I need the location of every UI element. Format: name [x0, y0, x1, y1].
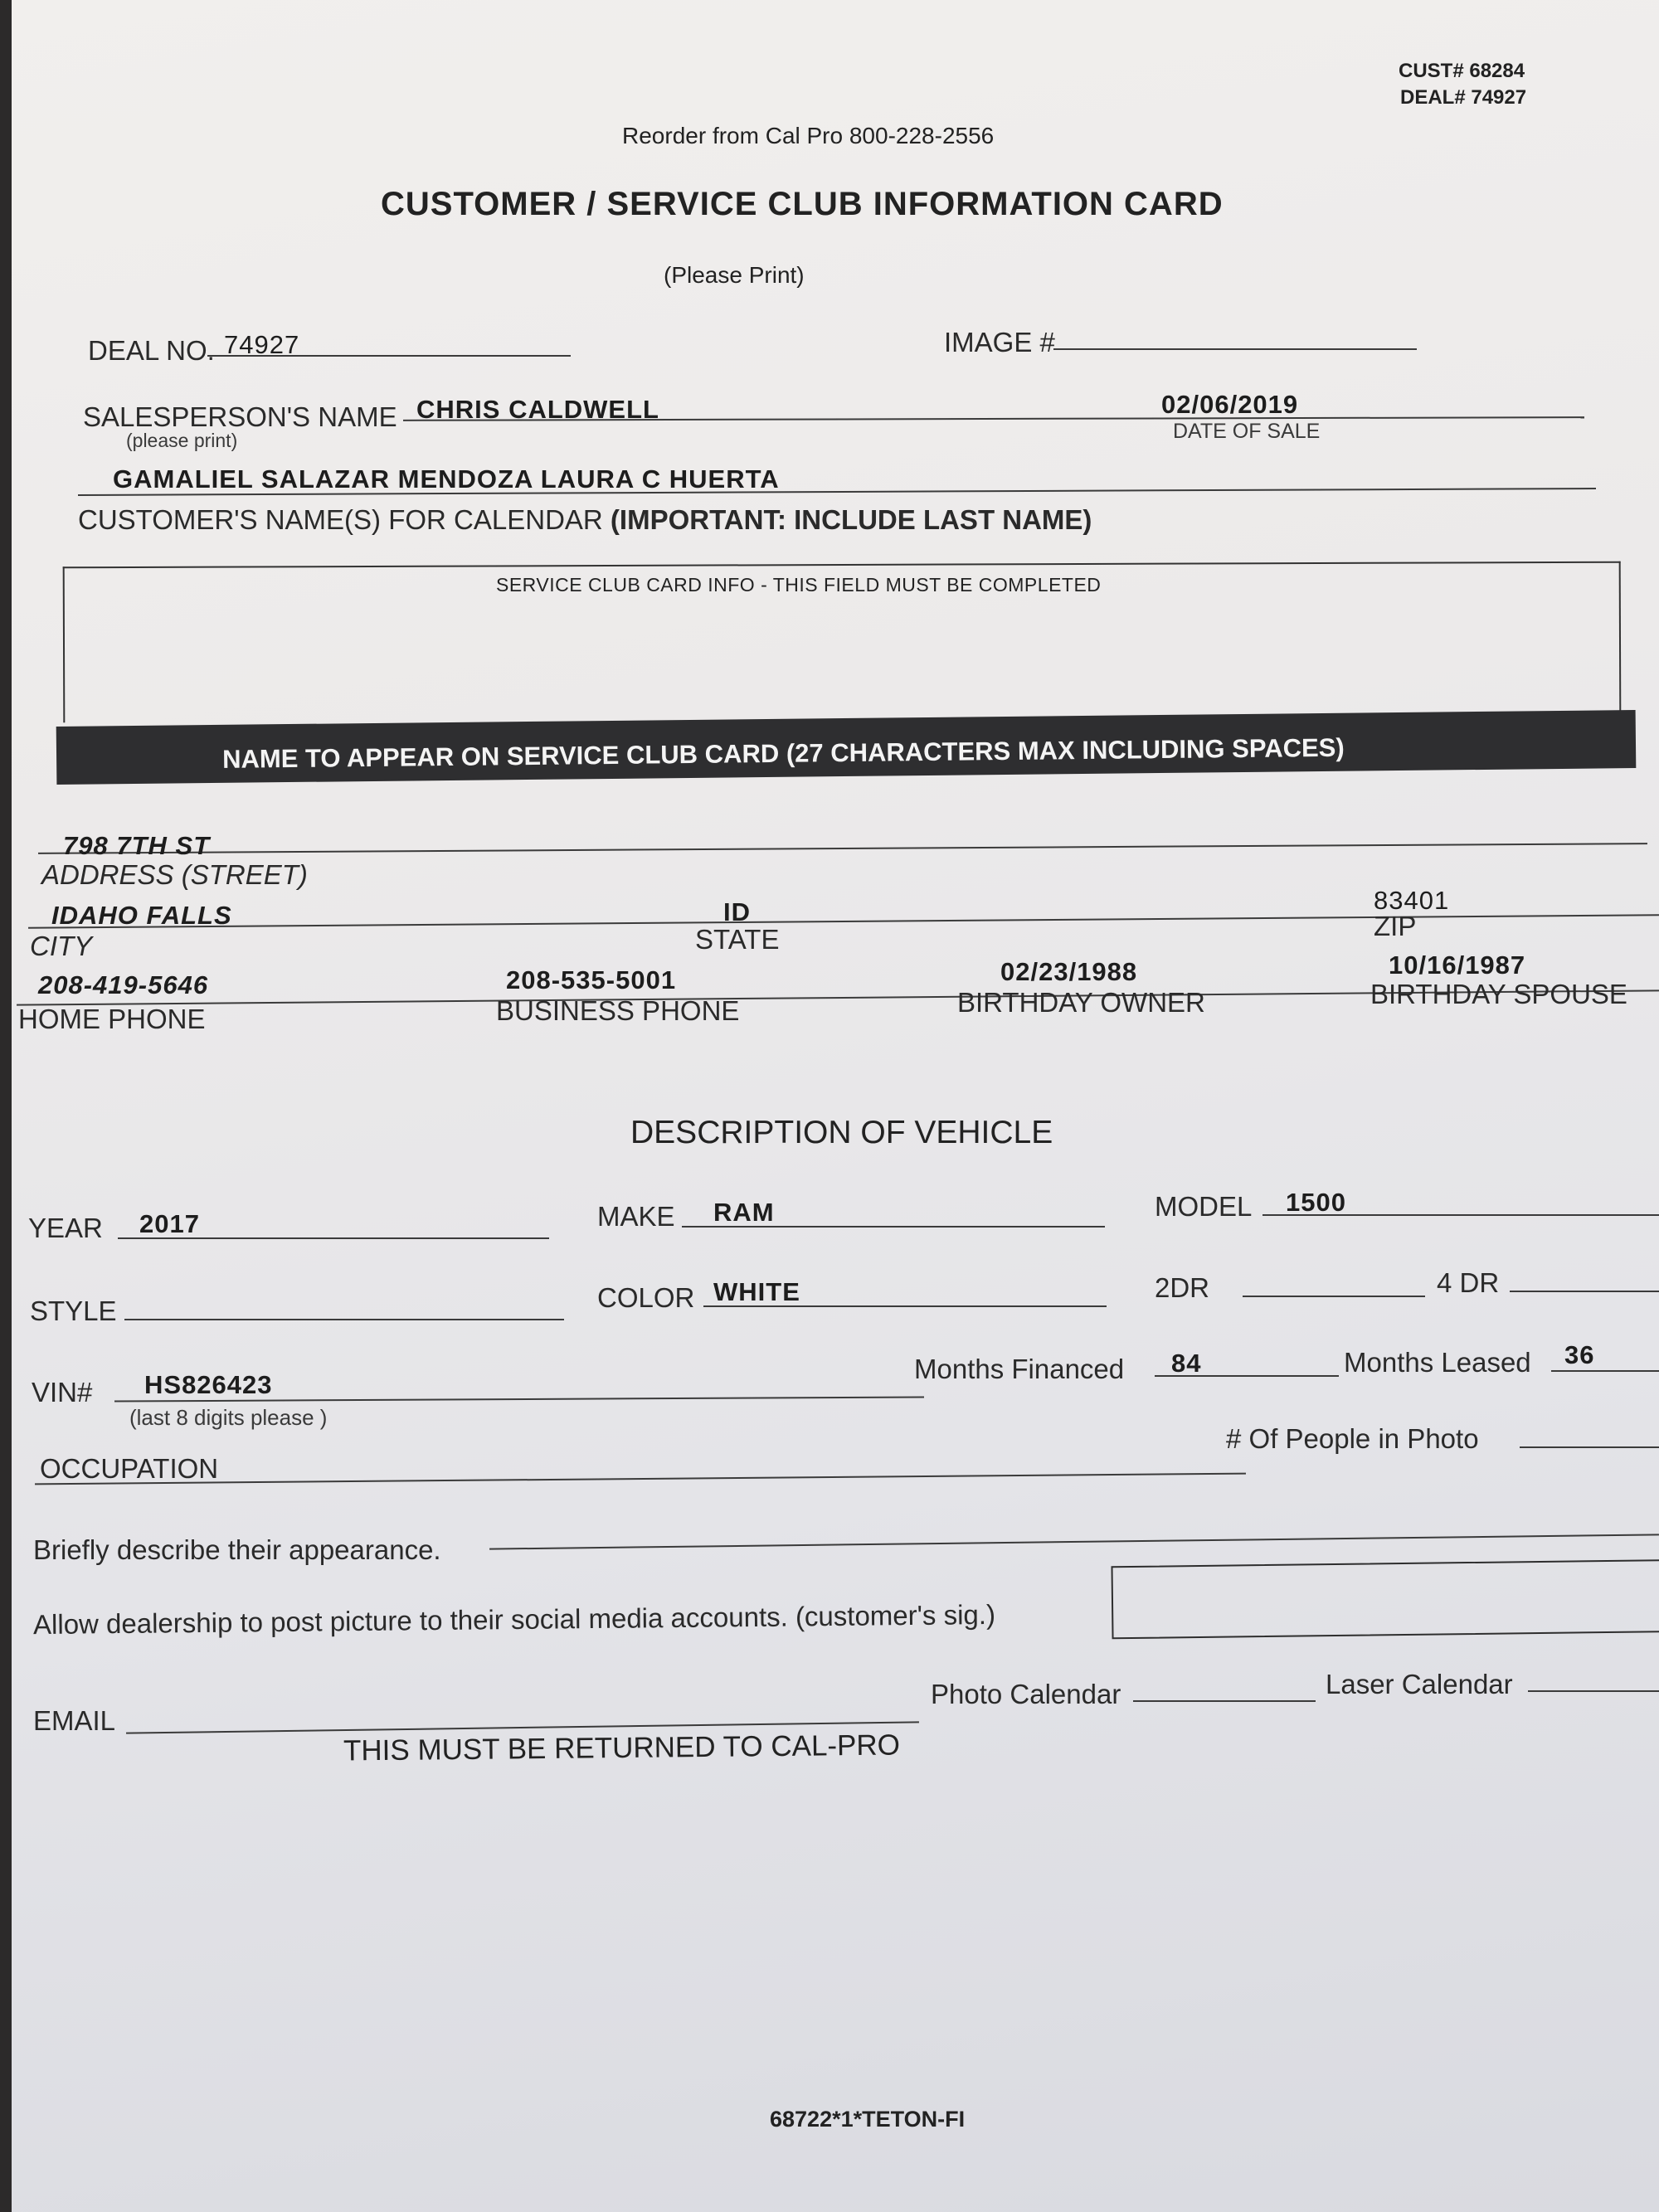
please-print-note: (Please Print) [664, 262, 805, 288]
date-of-sale-value: 02/06/2019 [1161, 390, 1299, 419]
people-in-photo-line [1520, 1446, 1659, 1448]
zip-label: ZIP [1374, 911, 1417, 941]
address-label: ADDRESS (STREET) [41, 859, 308, 890]
email-label: EMAIL [33, 1705, 116, 1736]
salesperson-hint: (please print) [126, 430, 238, 451]
people-in-photo-label: # Of People in Photo [1226, 1423, 1479, 1454]
make-label: MAKE [597, 1201, 675, 1232]
home-phone-value: 208-419-5646 [38, 970, 209, 999]
vehicle-section-title: DESCRIPTION OF VEHICLE [630, 1115, 1053, 1150]
service-club-bar-text: NAME TO APPEAR ON SERVICE CLUB CARD (27 CHARACTERS MAX INCLUDING SPACES) [221, 732, 1345, 774]
business-phone-value: 208-535-5001 [506, 965, 677, 994]
service-club-box-caption: SERVICE CLUB CARD INFO - THIS FIELD MUST BE COMPLETED [496, 574, 1102, 596]
birthday-spouse-label: BIRTHDAY SPOUSE [1370, 979, 1627, 1009]
address-line [38, 843, 1647, 854]
home-phone-label: HOME PHONE [18, 1004, 206, 1034]
salesperson-value: CHRIS CALDWELL [416, 395, 659, 424]
two-door-line [1243, 1296, 1425, 1297]
model-value: 1500 [1286, 1188, 1346, 1217]
state-value: ID [723, 897, 751, 926]
state-label: STATE [695, 924, 780, 955]
form-title: CUSTOMER / SERVICE CLUB INFORMATION CARD [381, 186, 1224, 222]
vin-label: VIN# [32, 1377, 93, 1407]
four-door-line [1510, 1291, 1659, 1292]
months-financed-value: 84 [1171, 1349, 1202, 1378]
deal-number-corner: DEAL# 74927 [1400, 86, 1527, 109]
birthday-owner-label: BIRTHDAY OWNER [957, 987, 1205, 1018]
birthday-spouse-value: 10/16/1987 [1389, 950, 1526, 980]
return-note: THIS MUST BE RETURNED TO CAL-PRO [343, 1728, 901, 1767]
deal-no-label: DEAL NO. [88, 335, 215, 366]
four-door-label: 4 DR [1437, 1267, 1500, 1298]
form-paper [12, 0, 1659, 2212]
city-value: IDAHO FALLS [51, 901, 232, 930]
appearance-label: Briefly describe their appearance. [33, 1534, 441, 1565]
birthday-owner-value: 02/23/1988 [1000, 957, 1138, 986]
deal-no-value: 74927 [224, 330, 300, 359]
image-no-label: IMAGE # [944, 327, 1055, 357]
customer-names-important: (IMPORTANT: INCLUDE LAST NAME) [610, 504, 1092, 535]
city-label: CITY [30, 931, 93, 961]
months-leased-line [1551, 1370, 1659, 1372]
cust-number: CUST# 68284 [1399, 60, 1525, 82]
style-line [124, 1319, 564, 1320]
occupation-label: OCCUPATION [40, 1453, 219, 1484]
photo-calendar-line [1133, 1700, 1316, 1702]
salesperson-label: SALESPERSON'S NAME [83, 401, 397, 432]
laser-calendar-label: Laser Calendar [1326, 1669, 1513, 1699]
photo-calendar-label: Photo Calendar [931, 1679, 1121, 1709]
date-of-sale-label: DATE OF SALE [1173, 420, 1321, 443]
vin-hint: (last 8 digits please ) [129, 1405, 328, 1430]
reorder-note: Reorder from Cal Pro 800-228-2556 [622, 123, 995, 148]
style-label: STYLE [30, 1296, 117, 1326]
signature-box[interactable] [1111, 1559, 1659, 1640]
customer-names-value: GAMALIEL SALAZAR MENDOZA LAURA C HUERTA [113, 464, 780, 493]
image-no-line [1053, 348, 1417, 350]
appearance-line [489, 1534, 1659, 1549]
months-leased-value: 36 [1564, 1340, 1595, 1369]
two-door-label: 2DR [1155, 1272, 1210, 1303]
months-leased-label: Months Leased [1344, 1347, 1531, 1378]
customer-names-label-text: CUSTOMER'S NAME(S) FOR CALENDAR [78, 504, 611, 535]
color-value: WHITE [713, 1277, 800, 1306]
make-value: RAM [713, 1198, 775, 1227]
social-media-label: Allow dealership to post picture to their social media accounts. (customer's sig.) [32, 1598, 996, 1641]
form-code: 68722*1*TETON-FI [770, 2107, 966, 2132]
months-financed-label: Months Financed [914, 1354, 1125, 1384]
model-label: MODEL [1155, 1191, 1253, 1222]
vin-value: HS826423 [144, 1370, 273, 1399]
year-value: 2017 [139, 1209, 200, 1238]
zip-value: 83401 [1374, 886, 1450, 915]
business-phone-label: BUSINESS PHONE [496, 995, 740, 1026]
address-value: 798 7TH ST [63, 831, 211, 860]
customer-names-label [78, 504, 1092, 536]
color-label: COLOR [597, 1282, 695, 1313]
year-label: YEAR [28, 1213, 103, 1243]
laser-calendar-line [1528, 1690, 1659, 1692]
